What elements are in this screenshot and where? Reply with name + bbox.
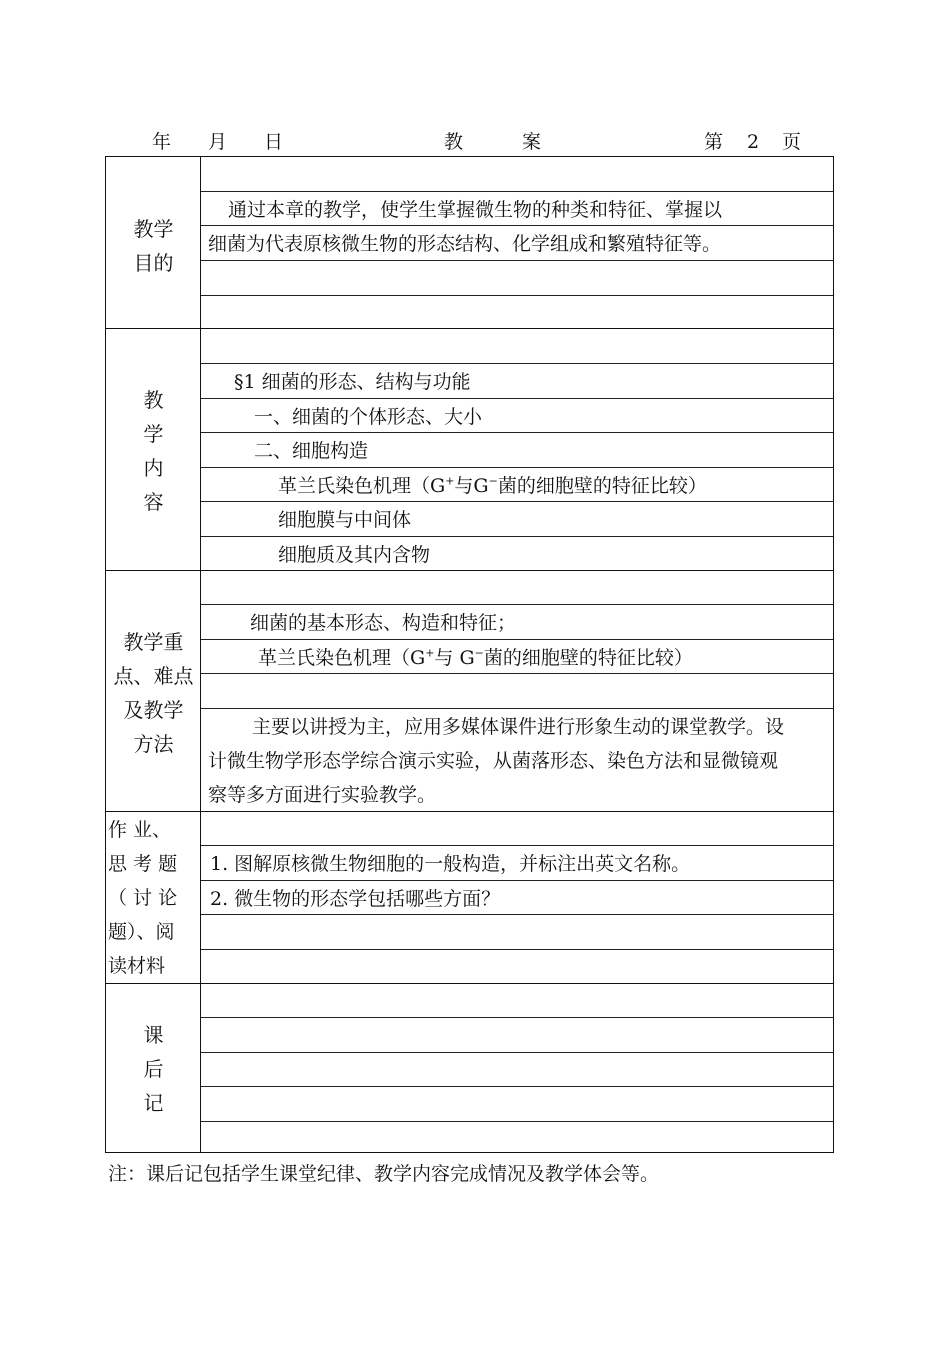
row-line (201, 949, 833, 950)
content-item: §1 细菌的形态、结构与功能 (234, 371, 471, 393)
homework-question-2: 2. 微生物的形态学包括哪些方面？ (210, 888, 501, 910)
row-line (201, 191, 833, 192)
footnote: 注：课后记包括学生课堂纪律、教学内容完成情况及教学体会等。 (108, 1163, 660, 1185)
method-line3: 察等多方面进行实验教学。 (208, 784, 437, 806)
row-line (201, 1017, 833, 1018)
header-year: 年 (152, 131, 172, 153)
row-line (201, 708, 833, 709)
homework-question-1: 1. 图解原核微生物细胞的一般构造，并标注出英文名称。 (210, 853, 691, 875)
keypoints-label: 教学重 点、难点 及教学 方法 (113, 630, 194, 756)
header-page-prefix: 第 (704, 131, 724, 153)
row-line (201, 604, 833, 605)
content-item: 细胞膜与中间体 (278, 509, 412, 531)
row-line (201, 295, 833, 296)
lesson-plan-form (105, 156, 834, 1153)
content-label: 教 学 内 容 (143, 388, 164, 514)
postclass-label: 课 后 记 (143, 1023, 164, 1115)
header-month: 月 (208, 131, 228, 153)
section-separator (106, 983, 833, 984)
header-day: 日 (264, 131, 284, 153)
header-title-1: 教 (444, 131, 464, 153)
row-line (201, 1086, 833, 1087)
objectives-label: 教学 目的 (133, 217, 174, 275)
content-item: 细胞质及其内含物 (278, 544, 431, 566)
keypoints-line2: 革兰氏染色机理（G+与 G−菌的细胞壁的特征比较） (258, 646, 693, 669)
row-line (201, 845, 833, 846)
objectives-text-line2: 细菌为代表原核微生物的形态结构、化学组成和繁殖特征等。 (208, 233, 722, 255)
header-page-suffix: 页 (782, 131, 802, 153)
content-item: 一、细菌的个体形态、大小 (254, 406, 483, 428)
row-line (201, 1052, 833, 1053)
content-item-gram: 革兰氏染色机理（G+与G−菌的细胞壁的特征比较） (278, 474, 707, 497)
section-separator (106, 570, 833, 571)
header-title-2: 案 (522, 131, 542, 153)
section-separator (106, 328, 833, 329)
row-line (201, 1121, 833, 1122)
objectives-text-line1: 通过本章的教学，使学生掌握微生物的种类和特征、掌握以 (228, 199, 723, 221)
method-line1: 主要以讲授为主，应用多媒体课件进行形象生动的课堂教学。设 (252, 716, 785, 738)
header-page-number: 2 (747, 131, 760, 153)
keypoints-line1: 细菌的基本形态、构造和特征； (250, 612, 517, 634)
homework-label: 作 业、 思 考 题 （ 讨 论 题）、阅 读材料 (108, 819, 178, 977)
method-line2: 计微生物学形态学综合演示实验，从菌落形态、染色方法和显微镜观 (208, 750, 779, 772)
content-item: 二、细胞构造 (254, 440, 369, 462)
row-line (201, 363, 833, 364)
